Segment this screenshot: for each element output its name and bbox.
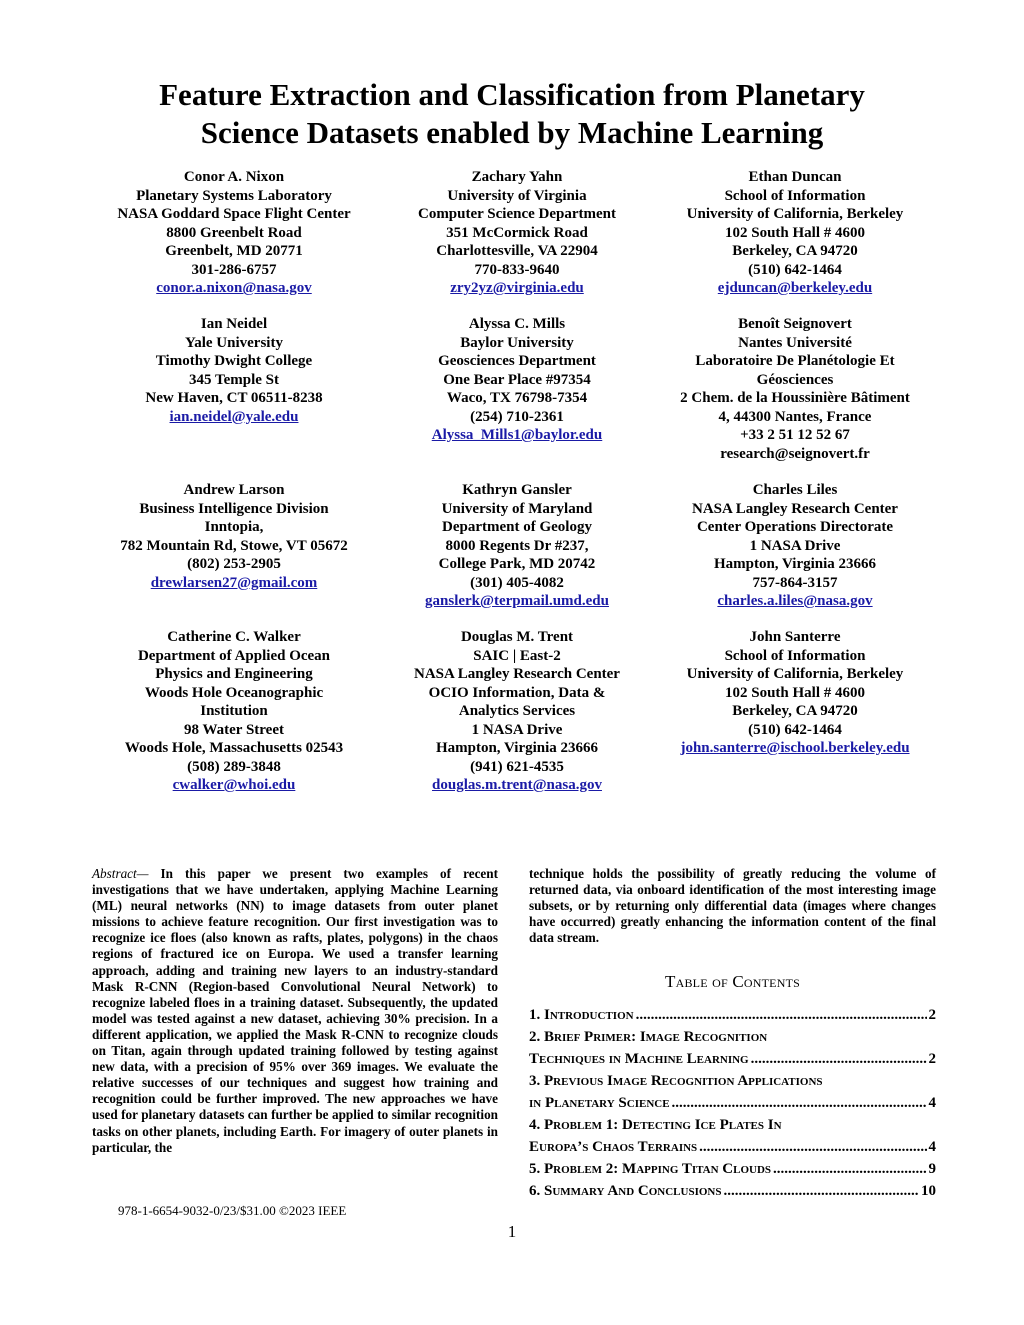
author-affiliation-line: Waco, TX 76798-7354 (446, 390, 588, 406)
toc-entry-title: 5. Problem 2: Mapping Titan Clouds (529, 1161, 772, 1177)
author-card (645, 628, 945, 758)
author-affiliation-line: Yale University (185, 334, 283, 351)
abstract-right-column: technique holds the possibility of greatly reducing the volume of returned data, via onboard identification of the most interesting image subsets, or by returning only differential data (images where changes have occurred) greatly enhancing the information content of the final data stream. (529, 866, 936, 946)
toc-entry[interactable] (529, 1180, 936, 1202)
author-card (367, 481, 667, 611)
abstract-text-left: In this paper we present two examples of recent investigations that we have undertaken, applying Machine Learning (ML) neural networks (NN) to image datasets from outer planet missions to achieve feature recognition. Our first investigation was to recognize ice floes (also known as rafts, plates, polygons) in the chaos regions of fractured ice on Europa. We used a transfer learning approach, adding and training new layers to an industry-standard Mask R-CNN (Region-based Convolutional Neural Network) to recognize labeled floes in a training dataset. Subsequently, the updated model was tested against a new dataset, achieving 30% precision. In a different application, we applied the Mask R-CNN to recognize clouds on Titan, again through updated training followed by testing against new data, with a precision of 95% over 369 images. We evaluate the relative successes of our techniques and suggest how training and recognition could be further improved. The new approaches we have used for planetary datasets can further be applied to similar recognition tasks on other planets, including Earth. For imagery of outer planets in particular, the (92, 866, 498, 1155)
table-of-contents (529, 1004, 936, 1202)
author-affiliation-line: 757-864-3157 (752, 574, 838, 591)
author-card (367, 628, 667, 795)
author-name: Ethan Duncan (748, 169, 842, 185)
author-name: Charles Liles (752, 482, 838, 498)
toc-leader-dots (672, 1092, 927, 1114)
author-name: Douglas M. Trent (460, 629, 574, 645)
author-card (367, 168, 667, 298)
author-affiliation-line: 2 Chem. de la Houssinière Bâtiment (680, 390, 910, 406)
toc-heading: Table of Contents (665, 972, 800, 991)
author-email-link[interactable]: charles.a.liles@nasa.gov (717, 593, 873, 609)
author-affiliation-line: (802) 253-2905 (187, 556, 281, 572)
author-affiliation-line: Planetary Systems Laboratory (136, 187, 332, 204)
abstract-dash: — (136, 866, 149, 881)
author-email-link: research@seignovert.fr (720, 445, 870, 462)
author-name: Benoît Seignovert (738, 316, 852, 332)
toc-entry-title: 4. Problem 1: Detecting Ice Plates In (529, 1117, 782, 1133)
author-affiliation-line: Berkeley, CA 94720 (732, 243, 858, 259)
author-affiliation-line: Timothy Dwight College (155, 353, 313, 369)
author-affiliation-line: +33 2 51 12 52 67 (740, 427, 850, 443)
toc-page-number: 9 (928, 1161, 936, 1177)
author-affiliation-line: 351 McCormick Road (446, 224, 588, 241)
author-email-link[interactable]: zry2yz@virginia.edu (450, 280, 584, 296)
author-affiliation-line: 1 NASA Drive (749, 537, 841, 554)
author-card (84, 481, 384, 592)
author-affiliation-line: Physics and Engineering (155, 666, 313, 682)
author-name: Alyssa C. Mills (468, 316, 566, 332)
author-affiliation-line: Nantes Université (738, 334, 852, 351)
author-name: Zachary Yahn (471, 169, 563, 185)
author-affiliation-line: Institution (200, 703, 268, 719)
author-affiliation-line: NASA Langley Research Center (414, 666, 620, 682)
author-affiliation-line: (254) 710-2361 (470, 408, 564, 425)
author-affiliation-line: Department of Geology (442, 519, 592, 535)
author-card (645, 315, 945, 463)
author-affiliation-line: 98 Water Street (184, 721, 284, 738)
author-card (645, 481, 945, 611)
toc-entry[interactable] (529, 1004, 936, 1026)
author-email-link[interactable]: ganslerk@terpmail.umd.edu (425, 593, 609, 609)
author-card (367, 315, 667, 445)
copyright-notice: 978-1-6654-9032-0/23/$31.00 ©2023 IEEE (118, 1203, 347, 1218)
author-affiliation-line: Charlottesville, VA 22904 (436, 243, 598, 259)
author-affiliation-line: Hampton, Virginia 23666 (435, 740, 599, 756)
author-affiliation-line: Baylor University (460, 334, 574, 351)
author-affiliation-line: Department of Applied Ocean (137, 647, 331, 664)
toc-leader-dots (723, 1180, 919, 1202)
author-affiliation-line: 102 South Hall # 4600 (724, 684, 866, 701)
author-affiliation-line: 102 South Hall # 4600 (724, 224, 866, 241)
author-affiliation-line: 1 NASA Drive (471, 721, 563, 738)
author-affiliation-line: Center Operations Directorate (696, 519, 894, 535)
author-affiliation-line: College Park, MD 20742 (438, 556, 596, 572)
author-affiliation-line: SAIC | East-2 (473, 647, 561, 664)
author-affiliation-line: University of Virginia (447, 187, 587, 204)
toc-page-number: 2 (928, 1007, 936, 1023)
author-name: Kathryn Gansler (462, 482, 572, 498)
author-affiliation-line: Geosciences Department (438, 353, 596, 369)
author-affiliation-line: Greenbelt, MD 20771 (165, 243, 303, 259)
author-affiliation-line: Laboratoire De Planétologie Et (695, 353, 895, 369)
author-email-link[interactable]: ian.neidel@yale.edu (169, 408, 299, 425)
abstract-left-column (92, 866, 498, 1156)
author-affiliation-line: NASA Goddard Space Flight Center (117, 206, 351, 222)
author-name: Catherine C. Walker (167, 629, 301, 645)
author-affiliation-line: Analytics Services (458, 703, 576, 719)
author-affiliation-line: 345 Temple St (188, 371, 279, 388)
toc-entry-title: Europa’s Chaos Terrains (529, 1139, 698, 1155)
title-line-2: Science Datasets enabled by Machine Learning (200, 115, 824, 150)
author-affiliation-line: Woods Hole Oceanographic (144, 684, 324, 701)
author-affiliation-line: Hampton, Virginia 23666 (713, 556, 877, 572)
author-affiliation-line: 8800 Greenbelt Road (166, 224, 302, 241)
author-affiliation-line: New Haven, CT 06511-8238 (145, 390, 323, 406)
title-line-1: Feature Extraction and Classification from Planetary (159, 77, 865, 112)
toc-entry-title: 3. Previous Image Recognition Applications (529, 1073, 823, 1089)
author-email-link[interactable]: drewlarsen27@gmail.com (150, 574, 318, 591)
toc-entry-title: in Planetary Science (529, 1095, 670, 1111)
toc-page-number: 2 (928, 1051, 936, 1067)
toc-page-number: 4 (928, 1139, 936, 1155)
author-email-link[interactable]: douglas.m.trent@nasa.gov (432, 777, 602, 793)
toc-entry-title: 2. Brief Primer: Image Recognition (529, 1029, 768, 1045)
toc-entry[interactable] (529, 1114, 936, 1158)
author-affiliation-line: Woods Hole, Massachusetts 02543 (124, 740, 344, 756)
toc-leader-dots (773, 1158, 926, 1180)
abstract-label: Abstract (92, 866, 137, 881)
author-affiliation-line: OCIO Information, Data & (428, 684, 606, 701)
toc-leader-dots (751, 1048, 927, 1070)
author-affiliation-line: One Bear Place #97354 (443, 371, 591, 388)
toc-leader-dots (636, 1004, 927, 1026)
toc-page-number: 10 (921, 1183, 936, 1199)
author-affiliation-line: University of Maryland (441, 500, 593, 517)
author-card (84, 168, 384, 298)
author-email-link[interactable]: john.santerre@ischool.berkeley.edu (680, 740, 910, 756)
author-affiliation-line: 4, 44300 Nantes, France (718, 408, 872, 425)
author-name: John Santerre (749, 629, 841, 645)
author-affiliation-line: School of Information (724, 647, 866, 664)
paper-title (60, 76, 964, 152)
toc-entry-title: 1. Introduction (529, 1007, 634, 1023)
author-affiliation-line: (510) 642-1464 (748, 721, 842, 738)
toc-entry-title: 6. Summary And Conclusions (529, 1183, 722, 1199)
toc-entry[interactable] (529, 1158, 936, 1180)
author-email-link[interactable]: ejduncan@berkeley.edu (717, 280, 873, 296)
author-name: Ian Neidel (200, 316, 268, 332)
author-affiliation-line: Business Intelligence Division (139, 500, 329, 517)
author-affiliation-line: University of California, Berkeley (686, 206, 904, 222)
toc-leader-dots (699, 1136, 926, 1158)
toc-entry[interactable] (529, 1026, 936, 1070)
author-affiliation-line: (301) 405-4082 (470, 574, 564, 591)
author-card (84, 628, 384, 795)
toc-entry-title: Techniques in Machine Learning (529, 1051, 749, 1067)
author-affiliation-line: Inntopia, (204, 519, 264, 535)
author-affiliation-line: Géosciences (756, 371, 834, 388)
author-name: Andrew Larson (183, 482, 285, 498)
author-email-link[interactable]: cwalker@whoi.edu (172, 777, 296, 793)
author-affiliation-line: 782 Mountain Rd, Stowe, VT 05672 (120, 537, 348, 554)
author-email-link[interactable]: conor.a.nixon@nasa.gov (156, 280, 312, 296)
author-affiliation-line: University of California, Berkeley (686, 666, 904, 682)
author-name: Conor A. Nixon (183, 169, 285, 185)
author-affiliation-line: 770-833-9640 (474, 261, 560, 278)
author-affiliation-line: School of Information (724, 187, 866, 204)
author-card (645, 168, 945, 298)
author-affiliation-line: Computer Science Department (417, 206, 616, 222)
author-email-link[interactable]: Alyssa_Mills1@baylor.edu (431, 427, 603, 443)
author-affiliation-line: (508) 289-3848 (187, 758, 281, 775)
toc-entry[interactable] (529, 1070, 936, 1114)
author-affiliation-line: Berkeley, CA 94720 (732, 703, 858, 719)
author-affiliation-line: NASA Langley Research Center (692, 500, 898, 517)
author-affiliation-line: 8000 Regents Dr #237, (445, 537, 589, 554)
author-affiliation-line: (510) 642-1464 (748, 261, 842, 278)
author-affiliation-line: (941) 621-4535 (470, 758, 564, 775)
author-affiliation-line: 301-286-6757 (191, 261, 277, 278)
page-number: 1 (507, 1222, 517, 1241)
author-card (84, 315, 384, 426)
toc-page-number: 4 (928, 1095, 936, 1111)
